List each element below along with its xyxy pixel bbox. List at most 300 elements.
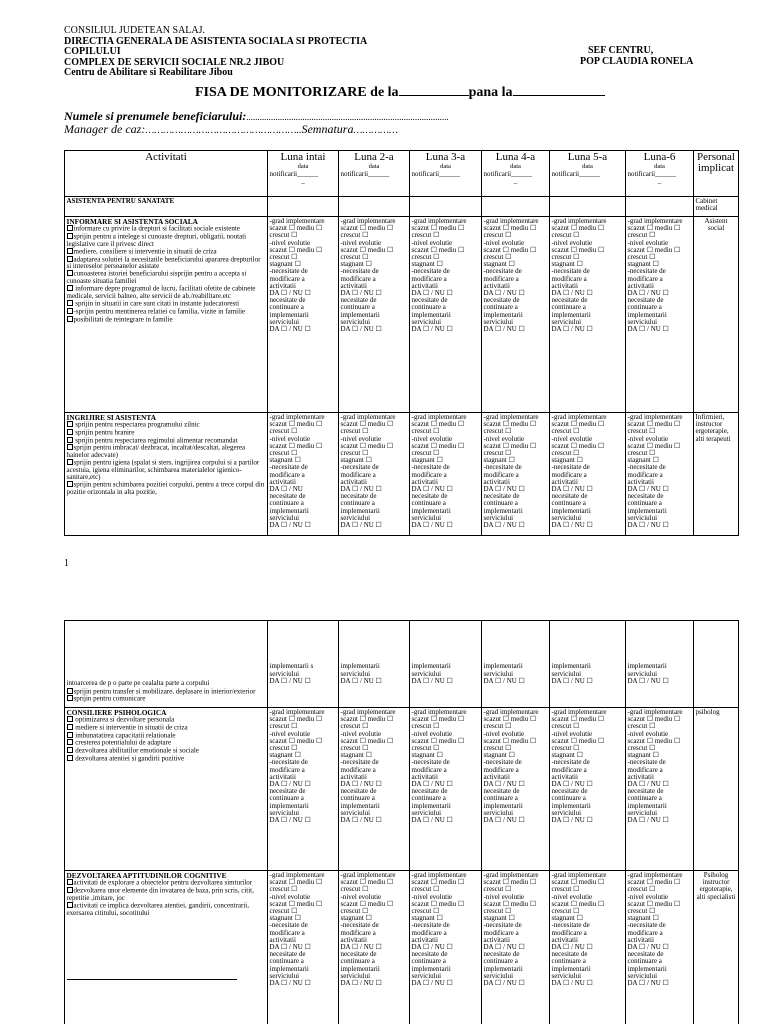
title-text: FISA DE MONITORIZARE de la [195, 85, 399, 100]
monitor-line: stagnant ☐ [551, 456, 583, 465]
monitor-line: serviciului [627, 808, 658, 817]
notificarii-field[interactable]: notificarii______ [411, 170, 461, 178]
monitor-line: -grad implementare [483, 871, 539, 879]
monitor-line: DA ☐ / NU ☐ [551, 289, 593, 298]
monitor-cell[interactable] [550, 708, 626, 871]
monitor-cell[interactable] [339, 871, 410, 1024]
monitor-line: continuare a [627, 499, 662, 508]
monitor-line: crescut ☐ [627, 449, 656, 458]
monitor-line: modificare a [269, 928, 305, 937]
monitor-line: crescut ☐ [411, 885, 440, 894]
monitor-line: serviciului [269, 971, 300, 980]
section-dezvoltare-cognitiva [65, 871, 268, 1024]
monitor-line: crescut ☐ [269, 427, 298, 436]
checkbox-icon[interactable] [67, 902, 73, 908]
checkbox-icon[interactable] [67, 695, 73, 701]
monitor-line: implementarii [411, 310, 451, 319]
monitor-line: implementarii [269, 310, 309, 319]
monitor-cell[interactable] [550, 217, 626, 413]
monitor-line: -grad implementare [551, 217, 607, 225]
monitor-line: DA ☐ / NU ☐ [269, 943, 311, 952]
semnatura-dots[interactable]: …………… [353, 125, 398, 136]
monitor-line: continuare a [627, 794, 662, 803]
activity-text: sprijin pentru a intelege si cunoaste drepturi, obligatii, noutati legislative care il privesc direct [66, 232, 247, 248]
monitor-line: stagnant ☐ [340, 751, 372, 760]
monitor-line: activitatii [411, 935, 438, 944]
activity-text: cunoasterea istoriei beneficiarului sisprijin pentru a accepta si cunoaste situatia familiei [66, 269, 247, 286]
monitor-cell[interactable] [410, 871, 482, 1024]
monitor-line: -grad implementare [627, 708, 683, 716]
monitor-line: -nivel evolutie [551, 892, 593, 901]
monitor-line: modificare a [627, 470, 663, 479]
monitor-line: -grad implementare [483, 708, 539, 716]
monitor-line: DA ☐ / NU [269, 485, 303, 494]
notificarii-label: notificarii [551, 170, 580, 178]
personal-cell [694, 621, 739, 708]
table-row [65, 871, 739, 1024]
manager-dots[interactable]: …………………………………………….. [145, 125, 302, 136]
monitor-line: DA ☐ / NU ☐ [340, 943, 382, 952]
monitor-line: crescut ☐ [627, 744, 656, 753]
monitor-line: scazut ☐ mediu ☐ [269, 441, 323, 450]
monitor-line: -necesitate de [483, 463, 522, 472]
monitor-cell[interactable] [268, 708, 339, 871]
beneficiar-dots[interactable]: .......................................................................................... [246, 112, 449, 122]
monitor-line: modificare a [340, 928, 376, 937]
monitor-line: scazut ☐ mediu ☐ [551, 736, 605, 745]
activity-text: sprijin pentru transfer si mobilizare, deplasare in interior/exterior [73, 687, 256, 696]
activity-item [67, 270, 266, 285]
monitor-line: DA ☐ / NU ☐ [269, 289, 311, 298]
month-cell[interactable] [268, 197, 339, 217]
monitor-line: implementarii [269, 506, 309, 515]
monitor-line: stagnant ☐ [483, 456, 515, 465]
monitor-line: activitatii [483, 281, 510, 290]
monitor-cell[interactable] [550, 871, 626, 1024]
beneficiar-block [64, 110, 449, 137]
monitor-line: serviciului [551, 513, 582, 522]
monitor-line: -necesitate de [551, 921, 590, 930]
monitor-line: -nivel evolutie [340, 434, 382, 443]
monitor-line: scazut ☐ mediu ☐ [269, 878, 323, 887]
notificarii-field[interactable]: notificarii______ [627, 170, 677, 178]
monitor-line: crescut ☐ [551, 744, 580, 753]
section-ingrijire [65, 413, 268, 536]
monitor-line: stagnant ☐ [551, 260, 583, 269]
checkbox-icon[interactable] [67, 437, 73, 443]
section-label: DEZVOLTAREA APTITUDINILOR COGNITIVE [66, 871, 227, 880]
monitor-line: continuare a [340, 303, 375, 312]
monitor-line: scazut ☐ mediu ☐ [269, 245, 323, 254]
monitor-line: implementarii [340, 506, 380, 515]
monitor-line: activitatii [627, 477, 654, 486]
monitor-line: activitatii [551, 281, 578, 290]
monitor-cell[interactable] [339, 217, 410, 413]
monitor-cell[interactable] [268, 621, 339, 708]
table-row [65, 708, 739, 871]
monitor-line: -nivel evolutie [483, 434, 525, 443]
personal-cell [694, 871, 739, 1024]
monitor-line: crescut ☐ [340, 427, 369, 436]
monitor-line: serviciului [340, 971, 371, 980]
monitor-cell[interactable] [482, 217, 550, 413]
monitor-line: crescut ☐ [483, 231, 512, 240]
monitor-cell[interactable] [482, 621, 550, 708]
monitor-line: activitatii [269, 935, 296, 944]
checkbox-icon[interactable] [67, 270, 73, 276]
monitor-line: -grad implementare [411, 708, 467, 716]
monitor-line: -nivel evolutie [551, 434, 593, 443]
monitor-line: DA ☐ / NU ☐ [411, 521, 453, 530]
monitor-line: scazut ☐ mediu ☐ [483, 245, 537, 254]
checkbox-icon[interactable] [67, 755, 73, 761]
monitor-line: -necesitate de [627, 267, 666, 276]
monitor-cell[interactable] [410, 708, 482, 871]
monitor-line: DA ☐ / NU ☐ [340, 289, 382, 298]
monitor-line: crescut ☐ [627, 722, 656, 731]
monitor-line: implementarii s [269, 662, 314, 671]
monitor-line: implementarii [551, 964, 591, 973]
monitor-line: DA ☐ / NU ☐ [411, 816, 453, 825]
monitor-line: -grad implementare [551, 708, 607, 716]
checkbox-icon[interactable] [67, 732, 73, 738]
monitor-line: DA ☐ / NU ☐ [483, 676, 525, 685]
monitor-line: stagnant ☐ [340, 914, 372, 923]
activity-text: sprijin pentru respectarea regimului alimentar recomandat [73, 436, 238, 445]
monitor-line: -nivel evolutie [411, 729, 453, 738]
monitor-line: crescut ☐ [411, 722, 440, 731]
monitor-line: implementarii [269, 964, 309, 973]
monitor-line: stagnant ☐ [627, 456, 659, 465]
monitor-line: activitatii [340, 772, 367, 781]
checkbox-icon[interactable] [67, 300, 73, 306]
monitor-cell[interactable] [410, 413, 482, 536]
monitor-line: stagnant ☐ [551, 751, 583, 760]
monitor-line: scazut ☐ mediu ☐ [411, 736, 465, 745]
monitor-cell[interactable] [626, 217, 694, 413]
date-from-blank[interactable] [399, 82, 469, 96]
sef-centru-block [580, 46, 693, 67]
monitor-line: serviciului [269, 317, 300, 326]
monitor-line: DA ☐ / NU ☐ [340, 485, 382, 494]
monitor-line: crescut ☐ [551, 885, 580, 894]
checkbox-icon[interactable] [67, 688, 73, 694]
monitor-line: serviciului [483, 971, 514, 980]
monitor-line: DA ☐ / NU ☐ [627, 816, 669, 825]
monitor-line: necesitate de [411, 950, 448, 959]
checkbox-icon[interactable] [67, 481, 73, 487]
monitor-line: serviciului [340, 808, 371, 817]
activity-item [67, 316, 266, 324]
monitor-line: -grad implementare [483, 413, 539, 421]
monitor-line: DA ☐ / NU ☐ [551, 979, 593, 988]
activity-item [67, 695, 266, 703]
monitor-line: DA ☐ / NU ☐ [483, 521, 525, 530]
monitor-line: implementarii [411, 662, 451, 671]
checkbox-icon[interactable] [67, 316, 73, 322]
data-label: data [297, 163, 309, 170]
monitor-line: activitatii [627, 281, 654, 290]
monitor-line: modificare a [411, 765, 447, 774]
activity-text: sprijin pentru hranire [73, 428, 135, 437]
monitor-line: crescut ☐ [627, 885, 656, 894]
date-to-blank[interactable] [513, 82, 605, 96]
monitor-line: scazut ☐ mediu ☐ [340, 899, 394, 908]
monitor-line: crescut ☐ [340, 253, 369, 262]
checkbox-icon[interactable] [67, 308, 73, 314]
personal-text: Cabinet medical [695, 197, 718, 213]
monitor-cell[interactable] [410, 621, 482, 708]
checkbox-icon[interactable] [67, 716, 73, 722]
monitor-line: crescut ☐ [551, 449, 580, 458]
data-label: data [654, 163, 665, 170]
section-ingrijire-continued [65, 621, 268, 708]
month-cell[interactable] [410, 197, 482, 217]
monitor-line: scazut ☐ mediu ☐ [627, 878, 681, 887]
monitor-line: modificare a [627, 274, 663, 283]
activity-text: sprijin pentru schimbarea pozitiei corpului, pentru a trece corpul din pozitie orizontala in alta pozitie, [66, 480, 265, 497]
monitor-line: modificare a [627, 765, 663, 774]
monitor-line: modificare a [411, 928, 447, 937]
checkbox-icon[interactable] [67, 879, 73, 885]
activity-item [67, 233, 266, 248]
monitor-line: stagnant ☐ [627, 914, 659, 923]
checkbox-icon[interactable] [67, 747, 73, 753]
monitor-line: -nivel evolutie [483, 892, 525, 901]
monitor-line: modificare a [627, 928, 663, 937]
monitor-line: -nivel evolutie [269, 729, 311, 738]
monitor-line: necesitate de [269, 492, 306, 501]
monitor-line: DA ☐ / NU ☐ [551, 943, 593, 952]
monitor-line: serviciului [551, 808, 582, 817]
monitor-line: activitatii [483, 772, 510, 781]
month-label: Luna 2-a [354, 151, 394, 163]
monitor-line: necesitate de [551, 492, 588, 501]
semnatura-label: Semnatura [301, 122, 354, 136]
monitor-line: necesitate de [411, 787, 448, 796]
activity-text: -sprijin pentru mentinerea relatiei cu familia, vizite in familie [73, 307, 246, 316]
monitor-cell[interactable] [550, 621, 626, 708]
checkbox-icon[interactable] [67, 225, 73, 231]
section-asistenta-sanatate [65, 197, 268, 217]
monitor-line: implementarii [340, 801, 380, 810]
monitor-cell[interactable] [550, 413, 626, 536]
checkbox-icon[interactable] [67, 724, 73, 730]
checkbox-icon[interactable] [67, 429, 73, 435]
monitor-line: stagnant ☐ [483, 751, 515, 760]
checkbox-icon[interactable] [67, 459, 73, 465]
monitor-line: implementarii [411, 801, 451, 810]
monitoring-table-page1 [64, 150, 739, 536]
checkbox-icon[interactable] [67, 739, 73, 745]
monitor-cell[interactable] [339, 621, 410, 708]
monitor-line: stagnant ☐ [269, 751, 301, 760]
monitor-cell[interactable] [626, 871, 694, 1024]
monitor-line: -necesitate de [269, 267, 308, 276]
monitor-line: stagnant ☐ [411, 751, 443, 760]
monitor-line: modificare a [551, 765, 587, 774]
monitor-line: stagnant ☐ [269, 456, 301, 465]
monitor-line: DA ☐ / NU ☐ [551, 816, 593, 825]
checkbox-icon[interactable] [67, 256, 73, 262]
checkbox-icon[interactable] [67, 887, 73, 893]
month-label: Luna 3-a [425, 151, 466, 163]
title-mid: pana la [468, 85, 513, 100]
monitor-line: stagnant ☐ [411, 914, 443, 923]
monitor-line: scazut ☐ mediu ☐ [627, 420, 681, 429]
monitor-cell[interactable] [410, 217, 482, 413]
section-label: CONSILIERE PSIHOLOGICA [66, 708, 167, 717]
notificarii-field[interactable]: notificarii______ [340, 170, 390, 178]
monitor-line: DA ☐ / NU ☐ [483, 325, 525, 334]
beneficiar-label: Numele si prenumele beneficiarului: [64, 109, 247, 123]
monitor-line: DA ☐ / NU ☐ [483, 780, 525, 789]
monitor-line: implementarii [627, 964, 667, 973]
monitor-line: necesitate de [551, 950, 588, 959]
monitor-line: DA ☐ / NU ☐ [483, 816, 525, 825]
monitor-line: modificare a [551, 470, 587, 479]
monitor-line: modificare a [269, 470, 305, 479]
monitor-line: activitatii [340, 477, 367, 486]
monitor-line: crescut ☐ [269, 449, 298, 458]
checkbox-icon[interactable] [67, 444, 73, 450]
monitor-line: stagnant ☐ [340, 456, 372, 465]
activity-text: imbunatatirea capacitatii relationale [73, 731, 176, 740]
monitor-line: necesitate de [340, 296, 377, 305]
monitor-line: serviciului [551, 317, 582, 326]
monitor-line: crescut ☐ [483, 744, 512, 753]
month-header [482, 151, 550, 197]
activity-text: sprijin pentru imbracat/ dezbracat, incaltat/descaltat, alegerea hainelor adecvate) [66, 443, 246, 460]
monitor-line: DA ☐ / NU ☐ [411, 676, 453, 685]
monitor-line: modificare a [411, 274, 447, 283]
notificarii-field[interactable]: notificarii______ [551, 170, 601, 178]
monitor-line: -grad implementare [340, 708, 396, 716]
monitor-cell[interactable] [339, 708, 410, 871]
monitor-cell[interactable] [268, 413, 339, 536]
monitor-line: DA ☐ / NU ☐ [627, 979, 669, 988]
monitoring-table-page2 [64, 620, 739, 1024]
monitor-cell[interactable] [268, 217, 339, 413]
monitor-line: -grad implementare [269, 871, 325, 879]
personal-cell [694, 708, 739, 871]
monitor-line: DA ☐ / NU ☐ [411, 780, 453, 789]
checkbox-icon[interactable] [67, 421, 73, 427]
monitor-line: DA ☐ / NU ☐ [411, 943, 453, 952]
activity-text: informare depre programul de lucru, facilitati ofetite de cabinete medicale, servicii balneo, alte servicii de ab./reabilitare.etc [66, 284, 256, 301]
notificarii-field[interactable]: notificarii______ [269, 170, 319, 178]
monitor-line: necesitate de [269, 296, 306, 305]
month-cell[interactable] [482, 197, 550, 217]
monitor-line: -necesitate de [411, 267, 450, 276]
monitor-line: -nivel evolutie [411, 238, 453, 247]
monitor-cell[interactable] [482, 871, 550, 1024]
monitor-cell[interactable] [626, 708, 694, 871]
monitor-line: continuare a [483, 499, 518, 508]
header-line: DIRECTIA GENERALA DE ASISTENTA SOCIALA SI PROTECTIA COPILULUI [64, 35, 367, 57]
personal-text: Infirmieri, instructor ergoterapie, alti terapeuti [695, 413, 731, 443]
monitor-line: scazut ☐ mediu ☐ [269, 224, 323, 233]
monitor-line: scazut ☐ mediu ☐ [551, 715, 605, 724]
monitor-line: scazut ☐ mediu ☐ [340, 715, 394, 724]
month-cell[interactable] [550, 197, 626, 217]
activity-text: activitati de explorare a obiectelor pentru dezvoltarea simturilor [73, 878, 253, 887]
month-cell[interactable] [339, 197, 410, 217]
monitor-line: scazut ☐ mediu ☐ [551, 245, 605, 254]
activity-text: mediere, consiliere si interventie in situatii de criza [73, 247, 217, 256]
monitor-cell[interactable] [626, 413, 694, 536]
checkbox-icon[interactable] [67, 285, 73, 291]
monitor-cell[interactable] [339, 413, 410, 536]
monitor-line: necesitate de [411, 492, 448, 501]
monitor-line: stagnant ☐ [269, 914, 301, 923]
monitor-line: modificare a [340, 470, 376, 479]
activity-text: sprijin in situatii in care sunt citati in instante judecatoresti [73, 299, 240, 308]
monitor-line: crescut ☐ [483, 253, 512, 262]
notificarii-field[interactable]: notificarii______ [483, 170, 533, 178]
monitor-line: continuare a [551, 303, 586, 312]
monitor-cell[interactable] [482, 413, 550, 536]
monitor-cell[interactable] [626, 621, 694, 708]
monitor-line: scazut ☐ mediu ☐ [340, 878, 394, 887]
monitor-line: serviciului [411, 513, 442, 522]
monitor-line: scazut ☐ mediu ☐ [269, 420, 323, 429]
monitor-line: scazut ☐ mediu ☐ [411, 878, 465, 887]
data-label: data [440, 163, 451, 170]
monitor-line: necesitate de [483, 492, 520, 501]
monitor-line: implementarii [483, 662, 523, 671]
monitor-line: continuare a [627, 303, 662, 312]
monitor-line: scazut ☐ mediu ☐ [411, 245, 465, 254]
monitor-line: crescut ☐ [269, 253, 298, 262]
notificarii-label: notificarii [483, 170, 512, 178]
monitor-line: crescut ☐ [269, 885, 298, 894]
monitor-line: -nivel evolutie [411, 892, 453, 901]
monitor-line: -necesitate de [340, 267, 379, 276]
month-label: Luna 5-a [567, 151, 608, 163]
monitor-cell[interactable] [268, 871, 339, 1024]
monitor-line: scazut ☐ mediu ☐ [551, 878, 605, 887]
monitor-line: DA ☐ / NU ☐ [627, 676, 669, 685]
monitor-line: crescut ☐ [340, 907, 369, 916]
monitor-line: modificare a [551, 274, 587, 283]
monitor-line: DA ☐ / NU ☐ [411, 979, 453, 988]
month-cell[interactable] [626, 197, 694, 217]
monitor-line: modificare a [483, 470, 519, 479]
monitor-line: -necesitate de [340, 463, 379, 472]
monitor-line: stagnant ☐ [340, 260, 372, 269]
monitor-line: implementarii [340, 662, 380, 671]
checkbox-icon[interactable] [67, 233, 73, 239]
monitor-line: serviciului [627, 669, 658, 678]
table-row [65, 197, 739, 217]
notificarii-label: notificarii [411, 170, 440, 178]
checkbox-icon[interactable] [67, 248, 73, 254]
monitor-line: necesitate de [483, 950, 520, 959]
header-line: Centru de Abilitare si Reabilitare Jibou [64, 67, 233, 78]
monitor-line: implementarii [551, 506, 591, 515]
monitor-line: -necesitate de [269, 921, 308, 930]
monitor-line: stagnant ☐ [269, 260, 301, 269]
monitor-line: crescut ☐ [483, 907, 512, 916]
monitor-line: DA ☐ / NU ☐ [551, 485, 593, 494]
monitor-line: modificare a [340, 765, 376, 774]
monitor-cell[interactable] [482, 708, 550, 871]
activity-item [67, 902, 266, 917]
monitor-line: scazut ☐ mediu ☐ [340, 245, 394, 254]
monitor-line: scazut ☐ mediu ☐ [627, 224, 681, 233]
activity-item [67, 887, 266, 902]
